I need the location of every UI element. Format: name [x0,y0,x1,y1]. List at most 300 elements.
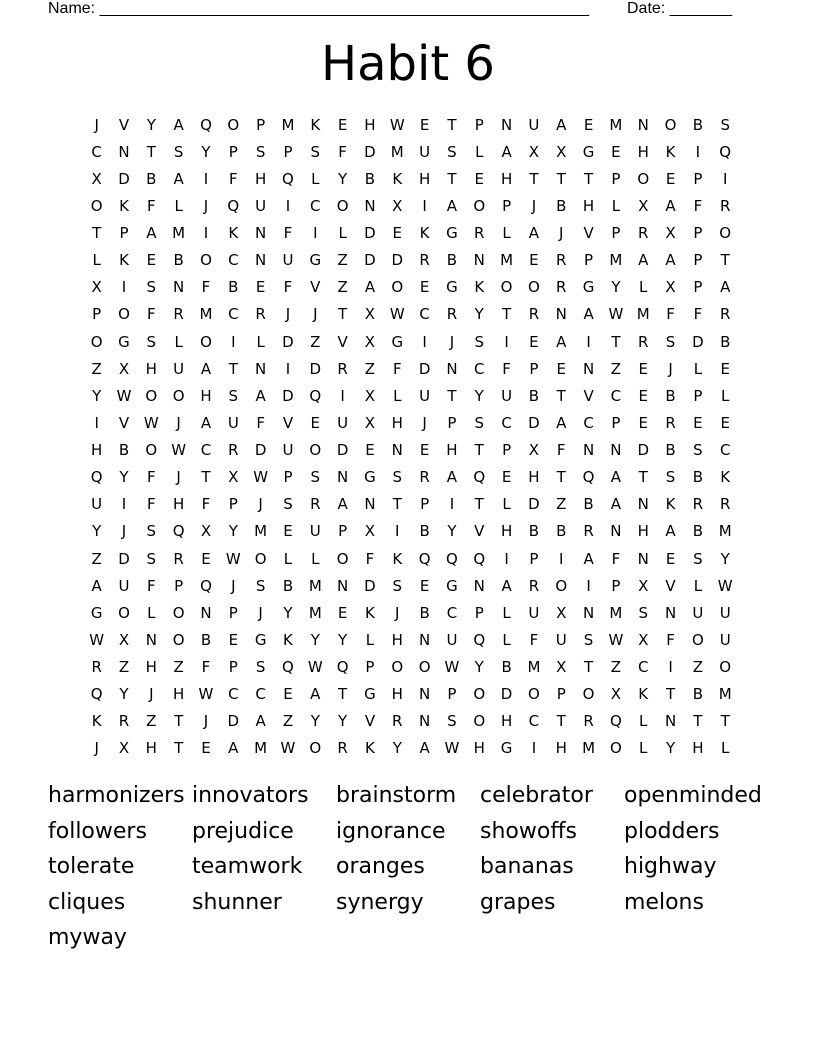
grid-letter[interactable]: P [228,142,238,161]
grid-letter[interactable]: U [555,630,567,649]
grid-letter[interactable]: Z [610,658,622,677]
grid-letter[interactable]: B [501,658,512,677]
grid-letter[interactable]: A [528,224,540,243]
grid-letter[interactable]: B [692,685,704,704]
grid-letter[interactable]: O [118,603,130,622]
grid-letter[interactable]: U [255,196,267,215]
grid-letter[interactable]: I [340,386,345,405]
grid-letter[interactable]: O [473,685,486,704]
grid-letter[interactable]: A [501,142,512,161]
grid-letter[interactable]: G [446,224,458,243]
grid-letter[interactable]: T [174,739,184,758]
grid-letter[interactable]: Q [582,468,595,487]
grid-letter[interactable]: E [201,549,211,568]
grid-letter[interactable]: R [228,441,239,460]
grid-letter[interactable]: M [172,224,186,243]
grid-letter[interactable]: M [254,739,268,758]
grid-letter[interactable]: B [692,468,704,487]
grid-letter[interactable]: N [173,278,185,297]
grid-letter[interactable]: N [200,603,212,622]
grid-letter[interactable]: D [336,441,349,460]
grid-letter[interactable]: M [390,142,404,161]
grid-letter[interactable]: E [638,359,648,378]
grid-letter[interactable]: D [227,712,240,731]
grid-letter[interactable]: Y [665,739,676,758]
grid-letter[interactable]: K [474,278,485,297]
grid-letter[interactable]: S [638,603,648,622]
grid-letter[interactable]: N [610,441,622,460]
grid-letter[interactable]: E [365,441,375,460]
grid-letter[interactable]: G [391,332,404,351]
grid-letter[interactable]: W [171,441,187,460]
grid-letter[interactable]: U [528,603,540,622]
grid-letter[interactable]: B [419,603,430,622]
grid-letter[interactable]: R [583,712,594,731]
grid-letter[interactable]: L [502,630,511,649]
grid-letter[interactable]: L [393,386,402,405]
grid-letter[interactable]: P [693,169,703,188]
grid-letter[interactable]: Y [474,305,484,324]
grid-letter[interactable]: F [201,658,211,677]
grid-letter[interactable]: G [118,332,130,351]
grid-letter[interactable]: X [556,142,567,161]
grid-letter[interactable]: B [720,332,731,351]
grid-letter[interactable]: C [200,441,212,460]
grid-letter[interactable]: L [338,224,347,243]
grid-letter[interactable]: O [200,251,212,270]
grid-letter[interactable]: E [529,332,539,351]
grid-letter[interactable]: N [255,224,267,243]
grid-letter[interactable]: E [283,685,293,704]
grid-letter[interactable]: I [559,549,564,568]
grid-letter[interactable]: N [664,712,677,731]
grid-letter[interactable]: H [637,142,649,161]
grid-letter[interactable]: T [447,115,457,134]
grid-letter[interactable]: X [364,305,376,324]
grid-letter[interactable]: H [500,712,513,731]
grid-letter[interactable]: Z [310,332,321,351]
grid-letter[interactable]: J [149,685,154,704]
grid-letter[interactable]: R [255,305,266,324]
grid-letter[interactable]: W [444,658,460,677]
grid-letter[interactable]: Q [282,658,294,677]
grid-letter[interactable]: N [255,359,267,378]
grid-letter[interactable]: V [583,224,594,243]
grid-letter[interactable]: U [692,603,704,622]
grid-letter[interactable]: X [118,630,130,649]
grid-letter[interactable]: S [146,278,157,297]
grid-letter[interactable]: W [198,685,214,704]
grid-letter[interactable]: C [228,251,239,270]
grid-letter[interactable]: T [583,658,594,677]
grid-letter[interactable]: Y [146,115,156,134]
grid-letter[interactable]: H [500,169,513,188]
grid-letter[interactable]: O [719,658,732,677]
grid-letter[interactable]: F [228,169,238,188]
grid-letter[interactable]: H [446,441,458,460]
grid-letter[interactable]: F [147,495,156,514]
grid-letter[interactable]: V [337,332,348,351]
grid-letter[interactable]: O [309,441,322,460]
grid-letter[interactable]: R [173,305,184,324]
grid-letter[interactable]: X [91,169,102,188]
grid-letter[interactable]: T [92,224,102,243]
grid-letter[interactable]: F [666,305,675,324]
grid-letter[interactable]: I [203,224,209,243]
grid-letter[interactable]: T [529,169,539,188]
grid-letter[interactable]: A [556,413,567,432]
grid-letter[interactable]: D [364,576,376,595]
grid-letter[interactable]: Q [282,169,294,188]
grid-letter[interactable]: Q [200,576,212,595]
grid-letter[interactable]: J [258,603,263,622]
grid-letter[interactable]: M [718,522,732,541]
grid-letter[interactable]: R [91,658,102,677]
grid-letter[interactable]: I [449,495,455,514]
grid-letter[interactable]: Z [91,549,102,568]
grid-letter[interactable]: R [719,196,731,215]
grid-letter[interactable]: J [395,603,400,622]
grid-letter[interactable]: A [720,278,731,297]
grid-letter[interactable]: R [419,251,430,270]
grid-letter[interactable]: P [228,603,238,622]
grid-letter[interactable]: K [665,142,676,161]
grid-letter[interactable]: L [639,278,648,297]
grid-letter[interactable]: R [556,278,567,297]
grid-letter[interactable]: O [609,739,622,758]
grid-letter[interactable]: W [608,630,624,649]
grid-letter[interactable]: O [309,739,322,758]
grid-letter[interactable]: F [256,413,265,432]
grid-letter[interactable]: G [500,739,513,758]
grid-letter[interactable]: I [504,549,509,568]
grid-letter[interactable]: X [638,630,649,649]
grid-letter[interactable]: M [281,115,295,134]
grid-letter[interactable]: O [254,549,267,568]
grid-letter[interactable]: O [391,278,404,297]
grid-letter[interactable]: D [528,495,540,514]
grid-letter[interactable]: Q [309,386,322,405]
grid-letter[interactable]: G [446,278,458,297]
grid-letter[interactable]: A [310,685,321,704]
grid-letter[interactable]: A [337,495,348,514]
grid-letter[interactable]: Y [201,142,211,161]
grid-letter[interactable]: Q [473,630,486,649]
grid-letter[interactable]: H [582,196,595,215]
grid-letter[interactable]: D [309,359,322,378]
grid-letter[interactable]: Z [337,251,348,270]
grid-letter[interactable]: K [392,169,403,188]
grid-letter[interactable]: Q [200,115,212,134]
grid-letter[interactable]: S [447,142,457,161]
grid-letter[interactable]: E [665,549,676,568]
grid-letter[interactable]: H [145,739,157,758]
grid-letter[interactable]: S [693,441,703,460]
grid-letter[interactable]: B [528,386,540,405]
grid-letter[interactable]: W [307,658,323,677]
grid-letter[interactable]: H [145,658,157,677]
grid-letter[interactable]: O [500,278,513,297]
grid-letter[interactable]: Q [172,522,185,541]
grid-letter[interactable]: T [502,305,512,324]
grid-letter[interactable]: X [610,685,622,704]
grid-letter[interactable]: V [665,576,676,595]
grid-letter[interactable]: N [391,441,403,460]
grid-letter[interactable]: F [392,359,402,378]
grid-letter[interactable]: W [608,305,624,324]
grid-letter[interactable]: Z [692,658,704,677]
grid-letter[interactable]: S [255,658,266,677]
grid-letter[interactable]: J [203,196,209,215]
grid-letter[interactable]: G [254,630,267,649]
grid-letter[interactable]: W [389,115,405,134]
grid-letter[interactable]: R [446,305,458,324]
grid-letter[interactable]: W [89,630,105,649]
grid-letter[interactable]: L [92,251,101,270]
grid-letter[interactable]: T [638,468,648,487]
grid-letter[interactable]: R [638,332,649,351]
grid-letter[interactable]: U [719,630,731,649]
grid-letter[interactable]: G [582,278,595,297]
grid-letter[interactable]: J [231,576,236,595]
grid-letter[interactable]: M [254,522,268,541]
grid-letter[interactable]: S [283,495,293,514]
grid-letter[interactable]: P [584,251,594,270]
grid-letter[interactable]: K [310,115,321,134]
grid-letter[interactable]: Y [447,522,457,541]
grid-letter[interactable]: T [174,712,184,731]
grid-letter[interactable]: G [446,576,458,595]
grid-letter[interactable]: R [638,224,649,243]
grid-letter[interactable]: R [392,712,403,731]
grid-letter[interactable]: C [91,142,102,161]
grid-letter[interactable]: F [147,196,156,215]
grid-letter[interactable]: I [531,739,537,758]
grid-letter[interactable]: J [285,305,291,324]
grid-letter[interactable]: S [255,576,266,595]
grid-letter[interactable]: I [395,522,400,541]
grid-letter[interactable]: X [228,468,239,487]
grid-letter[interactable]: Q [336,658,349,677]
grid-letter[interactable]: Y [283,603,293,622]
grid-letter[interactable]: C [474,359,485,378]
grid-letter[interactable]: O [336,196,349,215]
grid-letter[interactable]: X [665,224,676,243]
grid-letter[interactable]: X [118,739,130,758]
grid-letter[interactable]: L [475,142,484,161]
grid-letter[interactable]: E [638,413,648,432]
grid-letter[interactable]: N [637,495,649,514]
grid-letter[interactable]: F [666,630,675,649]
grid-letter[interactable]: I [231,332,236,351]
grid-letter[interactable]: R [337,739,348,758]
grid-letter[interactable]: J [94,739,99,758]
grid-letter[interactable]: C [228,685,239,704]
grid-letter[interactable]: J [559,224,564,243]
grid-letter[interactable]: U [309,522,321,541]
grid-letter[interactable]: L [502,495,511,514]
grid-letter[interactable]: G [582,142,595,161]
grid-letter[interactable]: P [693,386,703,405]
grid-letter[interactable]: J [531,196,537,215]
grid-letter[interactable]: O [336,549,349,568]
grid-letter[interactable]: F [283,278,293,297]
grid-letter[interactable]: J [449,332,455,351]
grid-letter[interactable]: D [418,359,431,378]
grid-letter[interactable]: M [609,115,623,134]
grid-letter[interactable]: I [668,658,673,677]
grid-letter[interactable]: E [146,251,157,270]
grid-letter[interactable]: Z [282,712,294,731]
grid-letter[interactable]: P [474,115,484,134]
grid-letter[interactable]: C [637,658,649,677]
grid-letter[interactable]: E [419,576,430,595]
grid-letter[interactable]: K [119,196,129,215]
grid-letter[interactable]: O [391,658,404,677]
grid-letter[interactable]: Y [119,468,129,487]
grid-letter[interactable]: A [446,196,458,215]
grid-letter[interactable]: Z [556,495,567,514]
grid-letter[interactable]: F [529,630,539,649]
grid-letter[interactable]: V [282,413,294,432]
grid-letter[interactable]: A [556,332,567,351]
grid-letter[interactable]: X [665,278,676,297]
grid-letter[interactable]: A [200,359,212,378]
grid-letter[interactable]: E [228,630,239,649]
grid-letter[interactable]: A [255,712,266,731]
grid-letter[interactable]: O [528,278,540,297]
grid-letter[interactable]: E [337,115,348,134]
grid-letter[interactable]: D [364,251,376,270]
grid-letter[interactable]: U [282,441,294,460]
grid-letter[interactable]: L [311,549,320,568]
grid-letter[interactable]: C [610,386,622,405]
grid-letter[interactable]: P [365,658,375,677]
grid-letter[interactable]: K [720,468,731,487]
grid-letter[interactable]: W [389,305,405,324]
grid-letter[interactable]: C [446,603,458,622]
grid-letter[interactable]: M [308,603,322,622]
grid-letter[interactable]: Q [473,549,486,568]
grid-letter[interactable]: W [143,413,159,432]
grid-letter[interactable]: V [364,712,376,731]
grid-letter[interactable]: N [418,630,431,649]
grid-letter[interactable]: N [145,630,157,649]
grid-letter[interactable]: A [255,386,266,405]
grid-letter[interactable]: R [474,224,485,243]
grid-letter[interactable]: U [227,413,239,432]
grid-letter[interactable]: X [556,658,567,677]
grid-letter[interactable]: I [722,169,728,188]
grid-letter[interactable]: V [583,386,594,405]
grid-letter[interactable]: I [94,413,99,432]
grid-letter[interactable]: O [418,658,431,677]
grid-letter[interactable]: S [693,549,703,568]
grid-letter[interactable]: W [717,576,733,595]
grid-letter[interactable]: O [582,685,595,704]
grid-letter[interactable]: J [94,115,99,134]
grid-letter[interactable]: E [337,603,348,622]
grid-letter[interactable]: H [173,685,185,704]
grid-letter[interactable]: A [583,305,594,324]
grid-letter[interactable]: G [90,603,103,622]
grid-letter[interactable]: P [611,169,621,188]
grid-letter[interactable]: D [391,251,404,270]
grid-letter[interactable]: L [611,196,621,215]
grid-letter[interactable]: N [473,576,485,595]
grid-letter[interactable]: B [665,441,676,460]
grid-letter[interactable]: O [528,685,540,704]
grid-letter[interactable]: S [310,468,321,487]
grid-letter[interactable]: D [528,413,540,432]
grid-letter[interactable]: P [420,495,430,514]
grid-letter[interactable]: J [422,413,427,432]
grid-letter[interactable]: V [474,522,485,541]
grid-letter[interactable]: F [338,142,347,161]
grid-letter[interactable]: E [556,359,566,378]
grid-letter[interactable]: A [610,495,622,514]
grid-letter[interactable]: L [311,169,320,188]
grid-letter[interactable]: S [665,332,676,351]
grid-letter[interactable]: B [556,522,567,541]
grid-letter[interactable]: T [146,142,156,161]
grid-letter[interactable]: E [255,278,266,297]
grid-letter[interactable]: X [528,142,540,161]
grid-letter[interactable]: P [693,251,703,270]
grid-letter[interactable]: P [228,658,238,677]
grid-letter[interactable]: N [473,251,485,270]
grid-letter[interactable]: K [283,630,293,649]
grid-letter[interactable]: A [556,115,567,134]
grid-letter[interactable]: I [586,576,591,595]
grid-letter[interactable]: P [447,413,457,432]
grid-letter[interactable]: B [146,169,157,188]
grid-letter[interactable]: B [200,630,212,649]
grid-letter[interactable]: U [337,413,349,432]
grid-letter[interactable]: E [720,359,730,378]
grid-letter[interactable]: L [147,603,156,622]
grid-letter[interactable]: T [693,712,703,731]
grid-letter[interactable]: X [528,441,540,460]
grid-letter[interactable]: E [474,169,484,188]
grid-letter[interactable]: B [118,441,130,460]
grid-letter[interactable]: N [500,115,513,134]
grid-letter[interactable]: X [364,386,376,405]
grid-letter[interactable]: R [665,413,676,432]
grid-letter[interactable]: D [254,441,267,460]
grid-letter[interactable]: P [611,413,621,432]
grid-letter[interactable]: P [92,305,102,324]
grid-letter[interactable]: H [692,739,704,758]
grid-letter[interactable]: A [665,522,676,541]
grid-letter[interactable]: T [474,441,484,460]
grid-letter[interactable]: N [582,441,595,460]
grid-letter[interactable]: E [665,169,676,188]
grid-letter[interactable]: B [282,576,294,595]
grid-letter[interactable]: V [118,115,130,134]
grid-letter[interactable]: Y [720,549,730,568]
grid-letter[interactable]: B [419,522,430,541]
grid-letter[interactable]: O [473,196,486,215]
grid-letter[interactable]: Q [90,468,103,487]
grid-letter[interactable]: O [172,630,185,649]
grid-letter[interactable]: Z [146,712,157,731]
grid-letter[interactable]: X [364,413,376,432]
grid-letter[interactable]: A [583,549,594,568]
grid-letter[interactable]: T [447,386,457,405]
grid-letter[interactable]: Y [338,712,348,731]
grid-letter[interactable]: P [502,196,512,215]
